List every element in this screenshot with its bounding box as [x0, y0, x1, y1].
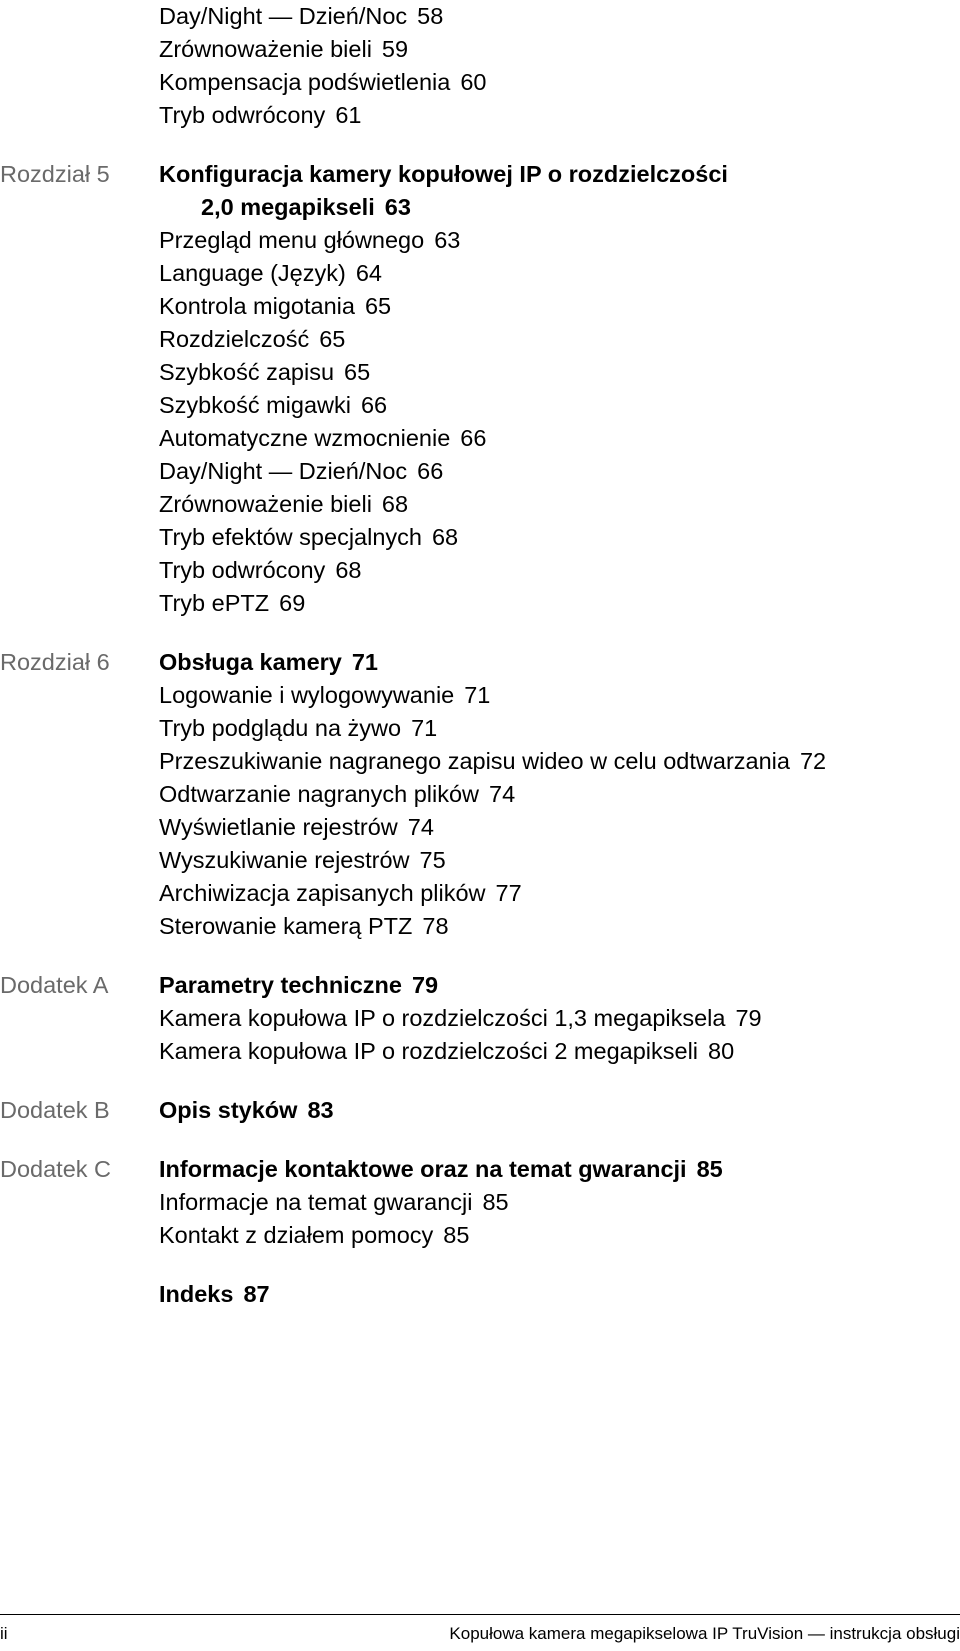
toc-entry-title: Indeks: [159, 1281, 234, 1307]
section-heading: [159, 1153, 960, 1186]
footer-page-number: ii: [0, 1624, 8, 1643]
toc-entry-title: Logowanie i wylogowywanie: [159, 682, 455, 708]
toc-entry-page: 71: [351, 649, 378, 675]
toc-entry-page: 59: [381, 36, 409, 62]
toc-entry-page: 85: [696, 1156, 723, 1182]
toc-entry-title: Tryb efektów specjalnych: [159, 524, 422, 550]
toc-entry: [159, 224, 960, 257]
section-heading: [159, 158, 960, 191]
toc-entry-page: 85: [443, 1222, 470, 1248]
toc-entry-title: Kontakt z działem pomocy: [159, 1222, 434, 1248]
toc-entry-title: Zrównoważenie bieli: [159, 36, 372, 62]
toc-sections: [0, 158, 960, 1311]
toc-entry: [159, 521, 960, 554]
toc-entry-page: 79: [411, 972, 439, 998]
toc-entry-title: Tryb podglądu na żywo: [159, 715, 402, 741]
toc-entry-title: Przeszukiwanie nagranego zapisu wideo w celu odtwarzania: [159, 748, 790, 774]
section-label: Dodatek C: [0, 1156, 112, 1182]
toc-entry-page: 85: [482, 1189, 509, 1215]
toc-section: [0, 1094, 960, 1127]
toc-entry-title: Parametry techniczne: [159, 972, 402, 998]
toc-entry-title: Zrównoważenie bieli: [159, 491, 372, 517]
toc-entry-page: 71: [464, 682, 491, 708]
toc-entry-title: Sterowanie kamerą PTZ: [159, 913, 413, 939]
toc-section: [0, 969, 960, 1068]
toc-entry: [159, 910, 960, 943]
toc-entry-page: 75: [419, 847, 446, 873]
toc-entry-title: Szybkość zapisu: [159, 359, 335, 385]
section-heading-continuation-text: 2,0 megapikseli: [201, 194, 375, 220]
toc-entry-title: Kompensacja podświetlenia: [159, 69, 451, 95]
section-entries: [159, 158, 960, 620]
section-entries: [159, 1153, 960, 1252]
toc-entry: [159, 1219, 960, 1252]
toc-entry-page: 87: [243, 1281, 270, 1307]
toc-entry-title: Informacje na temat gwarancji: [159, 1189, 473, 1215]
toc-section: [0, 646, 960, 943]
toc-entry-title: Wyszukiwanie rejestrów: [159, 847, 410, 873]
toc-entry-page: 80: [708, 1038, 735, 1064]
toc-entry-title: Language (Język): [159, 260, 346, 286]
toc-entry: [159, 422, 960, 455]
toc-entry: [159, 745, 960, 778]
toc-entry-page: 68: [335, 557, 362, 583]
toc-entry-page: 74: [489, 781, 516, 807]
toc-entry-page: 64: [355, 260, 382, 286]
toc-entry: [159, 66, 960, 99]
page-footer: [0, 1614, 960, 1649]
toc-entry: [159, 99, 960, 132]
toc-entry-title: Przegląd menu głównego: [159, 227, 425, 253]
toc-entry-title: Kamera kopułowa IP o rozdzielczości 2 megapikseli: [159, 1038, 699, 1064]
toc-entry-page: 65: [344, 359, 371, 385]
section-label: Rozdział 6: [0, 649, 110, 675]
toc-entry-title: Informacje kontaktowe oraz na temat gwarancji: [159, 1156, 687, 1182]
section-entries: [159, 1278, 960, 1311]
toc-section: [0, 158, 960, 620]
toc-entry-title: Day/Night — Dzień/Noc: [159, 3, 408, 29]
section-label: Dodatek A: [0, 972, 109, 998]
section-entries: [159, 646, 960, 943]
section-heading-continuation: [159, 191, 960, 224]
toc-entry: [159, 290, 960, 323]
toc-entry-page: 68: [381, 491, 409, 517]
toc-entry-title: Archiwizacja zapisanych plików: [159, 880, 486, 906]
toc-entry: [159, 257, 960, 290]
toc-entry: [159, 877, 960, 910]
toc-entry-title: Odtwarzanie nagranych plików: [159, 781, 480, 807]
toc-entry-page: 77: [495, 880, 522, 906]
section-heading-page: 63: [384, 194, 411, 220]
toc-entry-page: 74: [407, 814, 434, 840]
toc-entry-page: 83: [307, 1097, 334, 1123]
toc-entry-title: Day/Night — Dzień/Noc: [159, 458, 408, 484]
toc-entry: [159, 323, 960, 356]
toc-entry-page: 61: [335, 102, 362, 128]
toc-prelude-entries: [159, 0, 960, 132]
toc-entry: [159, 844, 960, 877]
toc-entry-page: 78: [422, 913, 449, 939]
toc-entry-page: 79: [735, 1005, 762, 1031]
toc-entry: [159, 679, 960, 712]
toc-entry: [159, 811, 960, 844]
toc-entry: [159, 356, 960, 389]
section-label: Rozdział 5: [0, 161, 110, 187]
toc-entry-title: Rozdzielczość: [159, 326, 310, 352]
toc-entry-page: 66: [360, 392, 388, 418]
toc-entry-title: Kamera kopułowa IP o rozdzielczości 1,3 megapiksela: [159, 1005, 726, 1031]
toc-entry: [159, 0, 960, 33]
toc-entry: [159, 488, 960, 521]
toc-entry: [159, 554, 960, 587]
toc-entry: [159, 389, 960, 422]
toc-entry: [159, 455, 960, 488]
toc-entry-title: Tryb odwrócony: [159, 557, 326, 583]
toc-entry-page: 72: [799, 748, 827, 774]
toc-entry-page: 65: [319, 326, 346, 352]
section-heading: [159, 969, 960, 1002]
toc-entry-page: 66: [417, 458, 444, 484]
toc-entry: [159, 712, 960, 745]
section-heading-title: Konfiguracja kamery kopułowej IP o rozdzielczości: [159, 161, 728, 187]
toc-entry-page: 58: [417, 3, 444, 29]
toc-entry-page: 65: [364, 293, 392, 319]
toc-entry: [159, 1186, 960, 1219]
toc-entry-page: 69: [279, 590, 306, 616]
toc-entry: [159, 33, 960, 66]
toc-entry: [159, 587, 960, 620]
toc-entry: [159, 1002, 960, 1035]
toc-entry-title: Opis styków: [159, 1097, 298, 1123]
section-heading: [159, 646, 960, 679]
toc-entry-page: 71: [411, 715, 438, 741]
toc-entry-title: Szybkość migawki: [159, 392, 351, 418]
toc-entry-page: 66: [460, 425, 487, 451]
section-label: Dodatek B: [0, 1097, 110, 1123]
toc-entry: [159, 778, 960, 811]
toc-section: [0, 1153, 960, 1252]
section-entries: [159, 969, 960, 1068]
toc-entry-title: Wyświetlanie rejestrów: [159, 814, 398, 840]
toc-entry-title: Tryb odwrócony: [159, 102, 326, 128]
toc-entry-page: 63: [434, 227, 461, 253]
toc-entry-title: Tryb ePTZ: [159, 590, 270, 616]
toc-entry-title: Obsługa kamery: [159, 649, 342, 675]
section-entries: [159, 1094, 960, 1127]
toc-entry: [159, 1035, 960, 1068]
toc-entry-page: 60: [460, 69, 487, 95]
toc-entry-page: 68: [431, 524, 459, 550]
toc-entry-title: Automatyczne wzmocnienie: [159, 425, 451, 451]
toc-section: [0, 1278, 960, 1311]
footer-document-title: Kopułowa kamera megapikselowa IP TruVision — instrukcja obsługi: [449, 1624, 960, 1643]
section-heading: [159, 1278, 960, 1311]
toc-entry-title: Kontrola migotania: [159, 293, 355, 319]
section-heading: [159, 1094, 960, 1127]
